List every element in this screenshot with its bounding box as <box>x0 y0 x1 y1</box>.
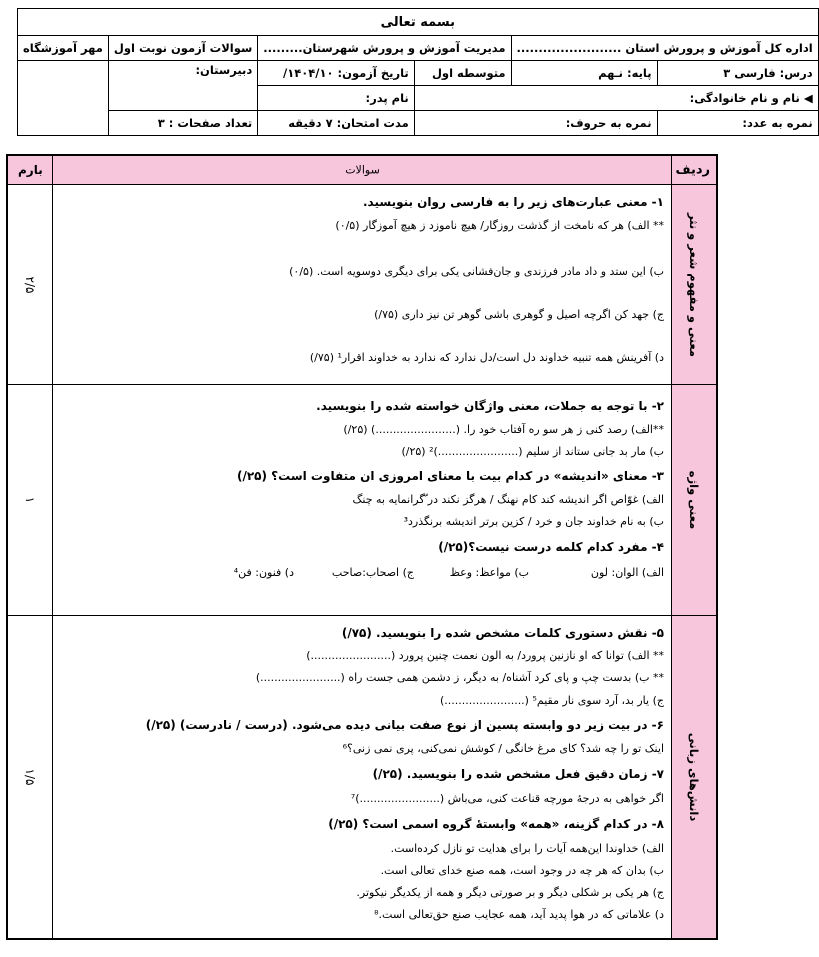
question-line: د) علاماتی که در هوا پدید آید، همه عجایب صنع حق‌تعالی است.⁸ <box>374 908 664 921</box>
section-score: ۱ <box>23 496 37 504</box>
question-8: ۸- در کدام گزینه، «همه» وابستهٔ گروه اسمی است؟ (۲۵/) <box>328 817 664 831</box>
question-6: ۶- در بیت زیر دو وابسته پسین از نوع صفت بیانی دیده می‌شود. (درست / نادرست) (۲۵/) <box>145 718 664 732</box>
question-line: ب) به نام خداوند جان و خرد / کزین برتر اندیشه برنگذرد³ <box>403 515 664 528</box>
section-3 <box>8 616 716 938</box>
question-line: ** ب) بدست چپ و پای کرد آشناه/ به دیگر، ز دشمن همی جست راه (.......................) <box>255 671 664 684</box>
section-title: معنی واژه <box>687 470 701 530</box>
header-level: متوسطه اول <box>414 61 511 86</box>
question-line: ب) مار بد جانی ستاند از سلیم (.......................)² (۲۵/) <box>401 445 664 458</box>
section-score: ۲/۵ <box>23 276 37 293</box>
option-c: ج) اصحاب:صاحب <box>331 566 414 579</box>
section-1 <box>8 185 716 384</box>
exam-header <box>17 8 819 136</box>
section-2 <box>8 385 716 615</box>
col-score: بارم <box>18 163 43 177</box>
question-5: ۵- نقش دستوری کلمات مشخص شده را بنویسید. (۷۵/) <box>341 626 664 640</box>
question-4: ۴- مفرد کدام کلمه درست نیست؟(۲۵/) <box>438 540 664 554</box>
header-score-number: نمره به عدد: <box>657 111 818 136</box>
question-line: **الف) رصد کنی ز هر سو ره آفتاب خود را. (.......................) (۲۵/) <box>343 423 664 436</box>
header-score-words: نمره به حروف: <box>414 111 657 136</box>
header-subject: درس: فارسی ۳ <box>657 61 818 86</box>
section-score: ۱/۵ <box>23 768 37 786</box>
option-a: الف) الوان: لون <box>590 566 664 579</box>
col-questions: سوالات <box>345 163 380 177</box>
question-line: د) آفرینش همه تنبیه خداوند دل است/دل ندارد که ندارد به خداوند اقرار¹ (۷۵/) <box>309 351 664 364</box>
question-line: الف) غوّاص اگر اندیشه کند کام نهنگ / هرگز نکند در ّگرانمایه به چنگ <box>352 493 664 506</box>
option-b: ب) مواعظ: وعظ <box>449 566 529 579</box>
question-2: ۲- با توجه به جملات، معنی واژگان خواسته شده را بنویسید. <box>316 399 664 413</box>
question-line: ج) یار بد، آرد سوی نار مقیم⁵ (.......................) <box>439 694 664 707</box>
question-7: ۷- زمان دقیق فعل مشخص شده را بنویسید. (۲۵/) <box>372 767 664 781</box>
header-dept: اداره کل آموزش و پرورش استان ........................ <box>511 36 818 61</box>
header-school: دبیرستان: <box>108 61 257 111</box>
question-line: ب) بدان که هر چه در وجود است، همه صنع خدای تعالی است. <box>380 864 664 877</box>
question-line: الف) خداوندا این‌همه آیات را برای هدایت تو نازل کرده‌است. <box>390 842 664 855</box>
section-title: دانش‌های زبانی <box>687 732 701 822</box>
header-duration: مدت امتحان: ۷ دقیقه <box>258 111 414 136</box>
question-line: ب) این ستد و داد مادر فرزندی و جان‌فشانی یکی برای دیگری دوسویه است. (۰/۵) <box>289 265 664 278</box>
question-line: ج) هر یکی بر شکلی دیگر و بر صورتی دیگر و همه از یکدیگر نیکوتر. <box>356 886 664 899</box>
header-name: ◀ نام و نام خانوادگی: <box>414 86 818 111</box>
header-grade: پایه: نـهم <box>511 61 657 86</box>
table-header-row <box>8 156 716 184</box>
question-1: ۱- معنی عبارت‌های زیر را به فارسی روان بنویسید. <box>362 195 664 209</box>
header-father: نام پدر: <box>258 86 414 111</box>
header-date: تاریخ آزمون: ۱۴۰۴/۱۰/ <box>258 61 414 86</box>
header-title: بسمه تعالی <box>18 9 819 36</box>
header-stamp: مهر آموزشگاه <box>18 36 109 61</box>
section-title: معنی و مفهوم شعر و نثر <box>687 212 701 357</box>
question-3: ۳- معنای «اندیشه» در کدام بیت با معنای امروزی ان متفاوت است؟ (۲۵/) <box>236 469 664 483</box>
question-line: ** الف) توانا که او نازنین پرورد/ به الون نعمت چنین پرورد (.......................) <box>306 649 664 662</box>
question-line: اینک تو را چه شد؟ کای مرغ خانگی / کوشش نمی‌کنی، پری نمی زنی؟⁶ <box>342 742 664 755</box>
option-d: د) فنون: فن⁴ <box>233 566 294 579</box>
col-row: ردیف <box>675 162 710 178</box>
header-pages: تعداد صفحات : ۳ <box>108 111 257 136</box>
question-line: ج) جهد کن اگرچه اصیل و گوهری باشی گوهر تن نیز داری (۷۵/) <box>374 308 664 321</box>
question-line: اگر خواهی به درجهٔ مورچه قناعت کنی، می‌باش (.......................)⁷ <box>350 792 664 805</box>
header-city: مدیریت آموزش و پرورش شهرستان......... <box>258 36 511 61</box>
questions-table <box>6 154 718 940</box>
header-stamp-box <box>18 61 109 136</box>
header-exam-title: سوالات آزمون نوبت اول <box>108 36 257 61</box>
question-line: ** الف) هر که نامخت از گذشت روزگار/ هیچ ناموزد ز هیچ آموزگار (۰/۵) <box>335 219 664 232</box>
